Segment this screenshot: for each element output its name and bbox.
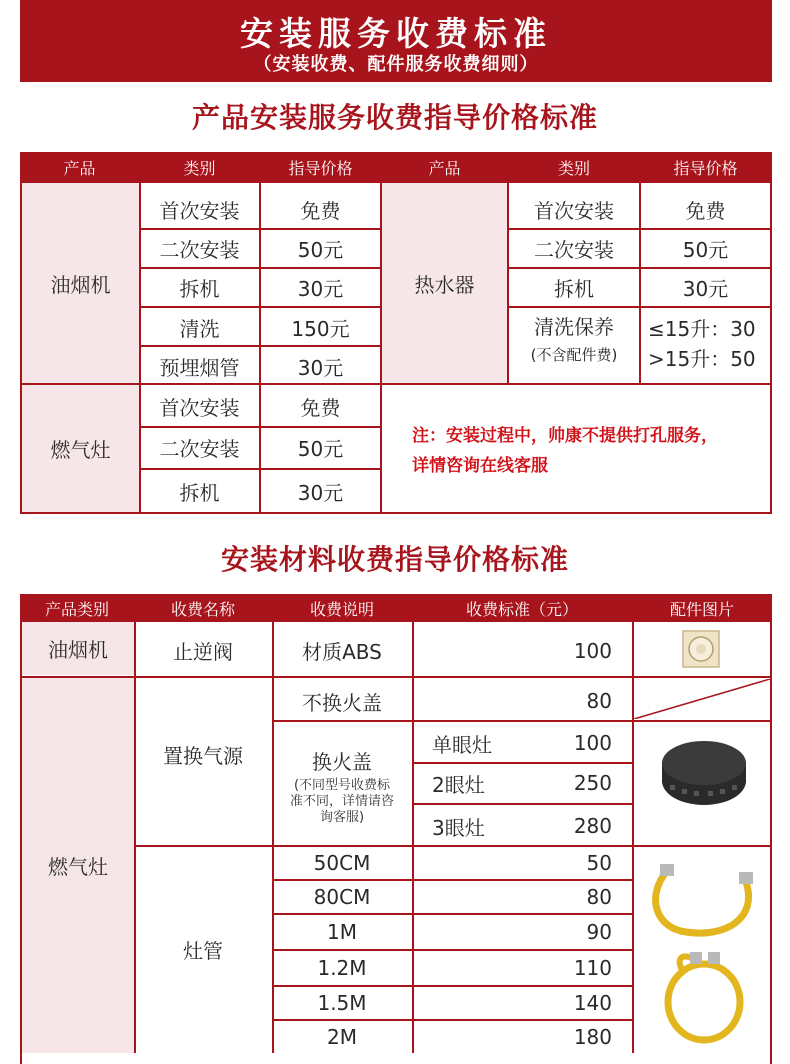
header-cell: 产品 [63, 159, 96, 178]
price-cell: 150元 [291, 316, 350, 341]
grid-line [134, 845, 772, 847]
gas-hose-image [646, 858, 762, 1048]
grid-line [508, 228, 772, 230]
fee-price-cell: 80 [586, 689, 612, 713]
fee-desc-cell: 2M [327, 1024, 357, 1049]
category-cell: 二次安装 [159, 436, 240, 461]
grid-line [139, 183, 141, 513]
grid-line [412, 803, 632, 805]
category-cell: 首次安装 [534, 198, 614, 223]
fee-desc-cell: 换火盖 [312, 750, 372, 774]
price-cell: ≤15升：30 [648, 317, 756, 341]
fee-price-cell: 180 [573, 1024, 612, 1049]
category-cell: 二次安装 [159, 237, 240, 262]
fee-desc-cell: 80CM [313, 885, 371, 909]
note-line-2: 详情咨询在线客服 [412, 456, 548, 476]
category-cell-stove: 燃气灶 [22, 677, 134, 1053]
check-valve-image [680, 628, 722, 670]
header-cell: 产品 [428, 159, 461, 178]
grid-line [139, 345, 381, 347]
fee-price-cell: 110 [573, 956, 612, 980]
product-cell-heater: 热水器 [381, 183, 508, 383]
category-cell: 拆机 [179, 276, 220, 301]
grid-line [139, 228, 381, 230]
grid-line [272, 622, 274, 1053]
price-cell: 50元 [297, 237, 344, 262]
grid-line [134, 622, 136, 1053]
fee-price-cell: 80 [586, 885, 612, 909]
fee-desc-note: (不同型号收费标准不同，详情请咨询客服) [290, 778, 395, 825]
product-cell-stove: 燃气灶 [22, 385, 139, 512]
section1-title: 产品安装服务收费指导价格标准 [191, 101, 598, 134]
price-cell: 50元 [682, 237, 729, 262]
grid-line [139, 468, 381, 470]
grid-line [139, 426, 381, 428]
grid-line [508, 267, 772, 269]
category-cell: 二次安装 [534, 237, 614, 262]
fee-price-cell: 90 [586, 920, 612, 944]
grid-line [508, 306, 772, 308]
grid-line [412, 762, 632, 764]
grid-line [272, 879, 632, 881]
category-cell: 预埋烟管 [159, 355, 240, 380]
fee-desc-cell: 不换火盖 [302, 690, 382, 715]
price-cell: 30元 [297, 480, 344, 505]
category-cell: 拆机 [554, 276, 594, 301]
category-cell-hood: 油烟机 [22, 622, 134, 675]
header-cell: 收费标准（元） [465, 599, 578, 619]
fee-price-cell: 140 [573, 991, 612, 1015]
header-cell: 指导价格 [673, 159, 738, 178]
price-cell: 免费 [300, 198, 341, 223]
grid-line [272, 949, 632, 951]
fee-name-cell: 止逆阀 [173, 640, 233, 664]
note-line-1: 注：安装过程中，帅康不提供打孔服务， [412, 426, 718, 446]
banner-subtitle: （安装收费、配件服务收费细则） [253, 54, 539, 75]
category-note: (不含配件费) [530, 346, 618, 364]
header-cell: 收费名称 [170, 599, 235, 619]
fee-desc-cell: 材质ABS [302, 640, 382, 664]
header-cell: 指导价格 [288, 159, 353, 178]
fee-desc-cell: 1.2M [317, 956, 367, 980]
burner-cap-image [656, 733, 752, 817]
header-cell: 产品类别 [44, 599, 109, 619]
grid-line [272, 720, 772, 722]
banner-title: 安装服务收费标准 [240, 14, 552, 53]
grid-line [380, 183, 382, 513]
header-cell: 收费说明 [309, 599, 374, 619]
category-cell: 首次安装 [159, 198, 240, 223]
fee-price-cell: 50 [586, 851, 612, 875]
grid-line [272, 985, 632, 987]
grid-line [639, 183, 641, 384]
grid-line [139, 267, 381, 269]
grid-line [20, 676, 772, 678]
header-cell: 类别 [183, 159, 216, 178]
fee-name-cell: 灶管 [183, 939, 223, 963]
header-banner [20, 0, 772, 82]
price-cell: 30元 [682, 276, 729, 301]
grid-line [632, 622, 634, 1053]
price-cell: 免费 [685, 198, 726, 223]
fee-price-cell: 100 [573, 731, 612, 755]
grid-line [507, 183, 509, 384]
fee-price-cell: 100 [573, 638, 612, 663]
grid-line [272, 913, 632, 915]
price-cell: 30元 [297, 276, 344, 301]
grid-line [272, 1019, 632, 1021]
fee-price-cell: 250 [573, 771, 612, 795]
category-cell: 拆机 [179, 480, 220, 505]
sub-item-cell: 3眼灶 [432, 815, 485, 840]
fee-desc-cell: 50CM [313, 851, 371, 875]
price-cell: >15升：50 [648, 347, 756, 371]
header-cell: 类别 [557, 159, 590, 178]
grid-line [20, 383, 772, 385]
fee-desc-cell: 1.5M [317, 991, 367, 1015]
section2-title: 安装材料收费指导价格标准 [220, 543, 569, 576]
grid-line [412, 622, 414, 1053]
empty-image-cell [634, 679, 770, 719]
grid-line [139, 306, 381, 308]
product-cell-hood: 油烟机 [22, 183, 139, 383]
category-cell: 清洗 [179, 316, 220, 341]
category-cell: 首次安装 [159, 395, 240, 420]
sub-item-cell: 单眼灶 [432, 732, 492, 757]
fee-price-cell: 280 [573, 814, 612, 838]
price-cell: 免费 [300, 395, 341, 420]
price-cell: 30元 [297, 355, 344, 380]
fee-desc-cell: 1M [327, 920, 357, 944]
header-cell: 配件图片 [669, 599, 734, 619]
sub-item-cell: 2眼灶 [432, 772, 485, 797]
category-cell: 清洗保养 [534, 315, 614, 339]
fee-name-cell: 置换气源 [163, 743, 243, 768]
price-cell: 50元 [297, 436, 344, 461]
grid-line [259, 183, 261, 513]
